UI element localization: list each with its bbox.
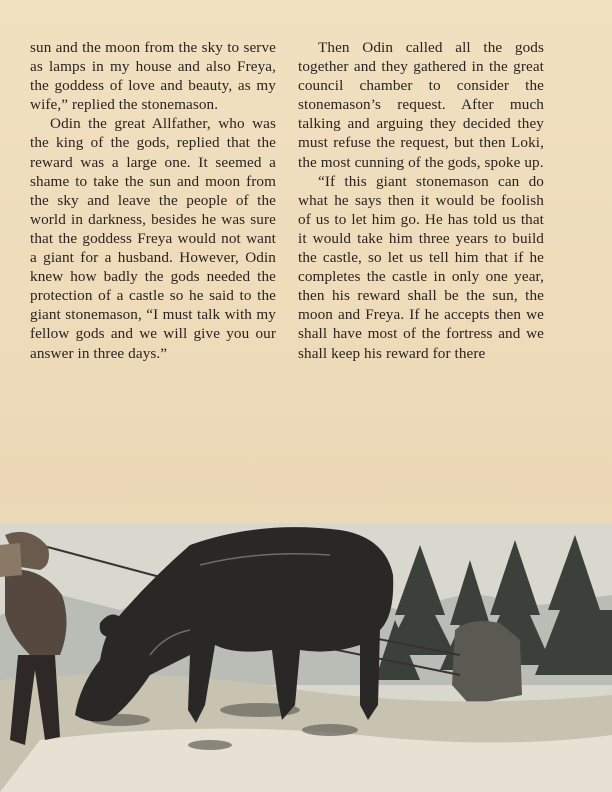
horse-illustration: [0, 505, 612, 792]
right-text-column: [298, 38, 544, 363]
paragraph: “If this giant stonemason can do what he says then it would be foolish of us to let him go. He has told us that it would take him three years to build the castle, so let us tell him that if he completes the castle in only one year, then his reward shall be the sun, the moon and Freya. If he accepts then we shall have most of the fortress and we shall keep his reward for there: [298, 172, 544, 362]
left-text-column: [30, 38, 276, 363]
paragraph: sun and the moon from the sky to serve as lamps in my house and also Freya, the goddess of love and beauty, as my wife,” replied the stonemason.: [30, 39, 276, 114]
stone-block: [452, 621, 522, 705]
paragraph: Odin the great Allfather, who was the king of the gods, replied that the reward was a large one. It seemed a shame to take the sun and moon from the sky and leave the people of the world in darkness, besides he was sure that the goddess Freya would not want a giant for a husband. However, Odin knew how badly the gods needed the protection of a castle so he said to the giant stonemason, “I must talk with my fellow gods and we will give you our answer in three days.”: [30, 115, 276, 362]
paragraph: Then Odin called all the gods together and they gathered in the great council chamber to consider the stonemason’s request. After much talking and arguing they decided they must refuse the request, but then Loki, the most cunning of the gods, spoke up.: [298, 39, 544, 171]
